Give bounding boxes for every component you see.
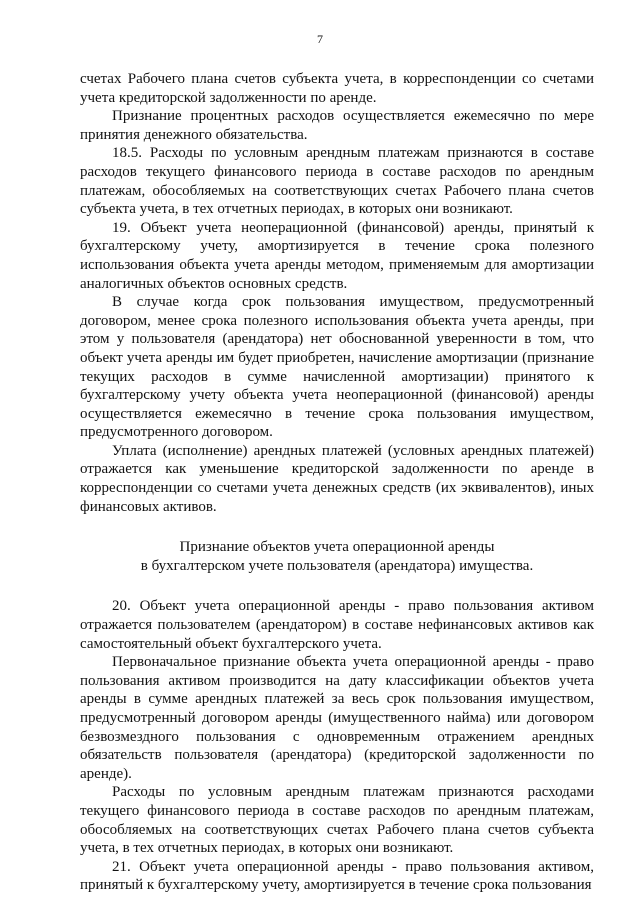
paragraph: Уплата (исполнение) арендных платежей (условных арендных платежей) отражается как уменьшение кредиторской задолженности по аренде в корреспонденции со счетами учета денежных средств (их эквивалентов), иных финансовых активов. [80,442,594,515]
page-number: 7 [317,32,323,46]
paragraph: Расходы по условным арендным платежам признаются расходами текущего финансового периода в составе расходов по арендным платежам, обособляемых на соответствующих счетах Рабочего плана счетов субъекта учета, в тех отчетных периодах, в которых они возникают. [80,784,594,857]
paragraph: счетах Рабочего плана счетов субъекта учета, в корреспонденции со счетами учета кредиторской задолженности по аренде. [80,71,594,106]
paragraph-20: 20. Объект учета операционной аренды - право пользования активом отражается пользователем (арендатором) в составе нефинансовых активов как самостоятельный объект бухгалтерского учета. [80,598,594,652]
section-heading-line-1: Признание объектов учета операционной аренды [179,539,495,556]
document-body [80,70,594,895]
paragraph: Первоначальное признание объекта учета операционной аренды - право пользования активом производится на дату классификации объектов учета аренды в сумме арендных платежей за весь срок пользования имуществом, предусмотренный договором аренды (имущественного найма) или договором безвозмездного пользования с одновременным отражением арендных обязательств пользователя (арендатора) (кредиторской задолженности по аренде). [80,654,594,782]
section-heading [80,538,594,575]
paragraph-18-5: 18.5. Расходы по условным арендным платежам признаются в составе расходов текущего финансового периода в составе расходов по арендным платежам, обособляемых на соответствующих счетах Рабочего плана счетов субъекта учета, в тех отчетных периодах, в которых они возникают. [80,145,594,218]
paragraph: Признание процентных расходов осуществляется ежемесячно по мере принятия денежного обязательства. [80,108,594,143]
paragraph: В случае когда срок пользования имуществом, предусмотренный договором, менее срока полезного использования объекта учета аренды, при этом у пользователя (арендатора) нет обоснованной уверенности в том, что объект учета аренды им будет приобретен, начисление амортизации (признание текущих расходов в сумме начисленной амортизации) принятого к бухгалтерскому учету объекта учета неоперационной (финансовой) аренды осуществляется ежемесячно в течение срока пользования имуществом, предусмотренного договором. [80,294,594,441]
section-heading-line-2: в бухгалтерском учете пользователя (арендатора) имущества. [140,557,534,574]
paragraph-19: 19. Объект учета неоперационной (финансовой) аренды, принятый к бухгалтерскому учету, амортизируется в течение срока полезного использования объекта учета аренды методом, применяемым для амортизации аналогичных объектов основных средств. [80,219,594,292]
paragraph-21: 21. Объект учета операционной аренды - право пользования активом, принятый к бухгалтерскому учету, амортизируется в течение срока пользования [80,858,594,894]
